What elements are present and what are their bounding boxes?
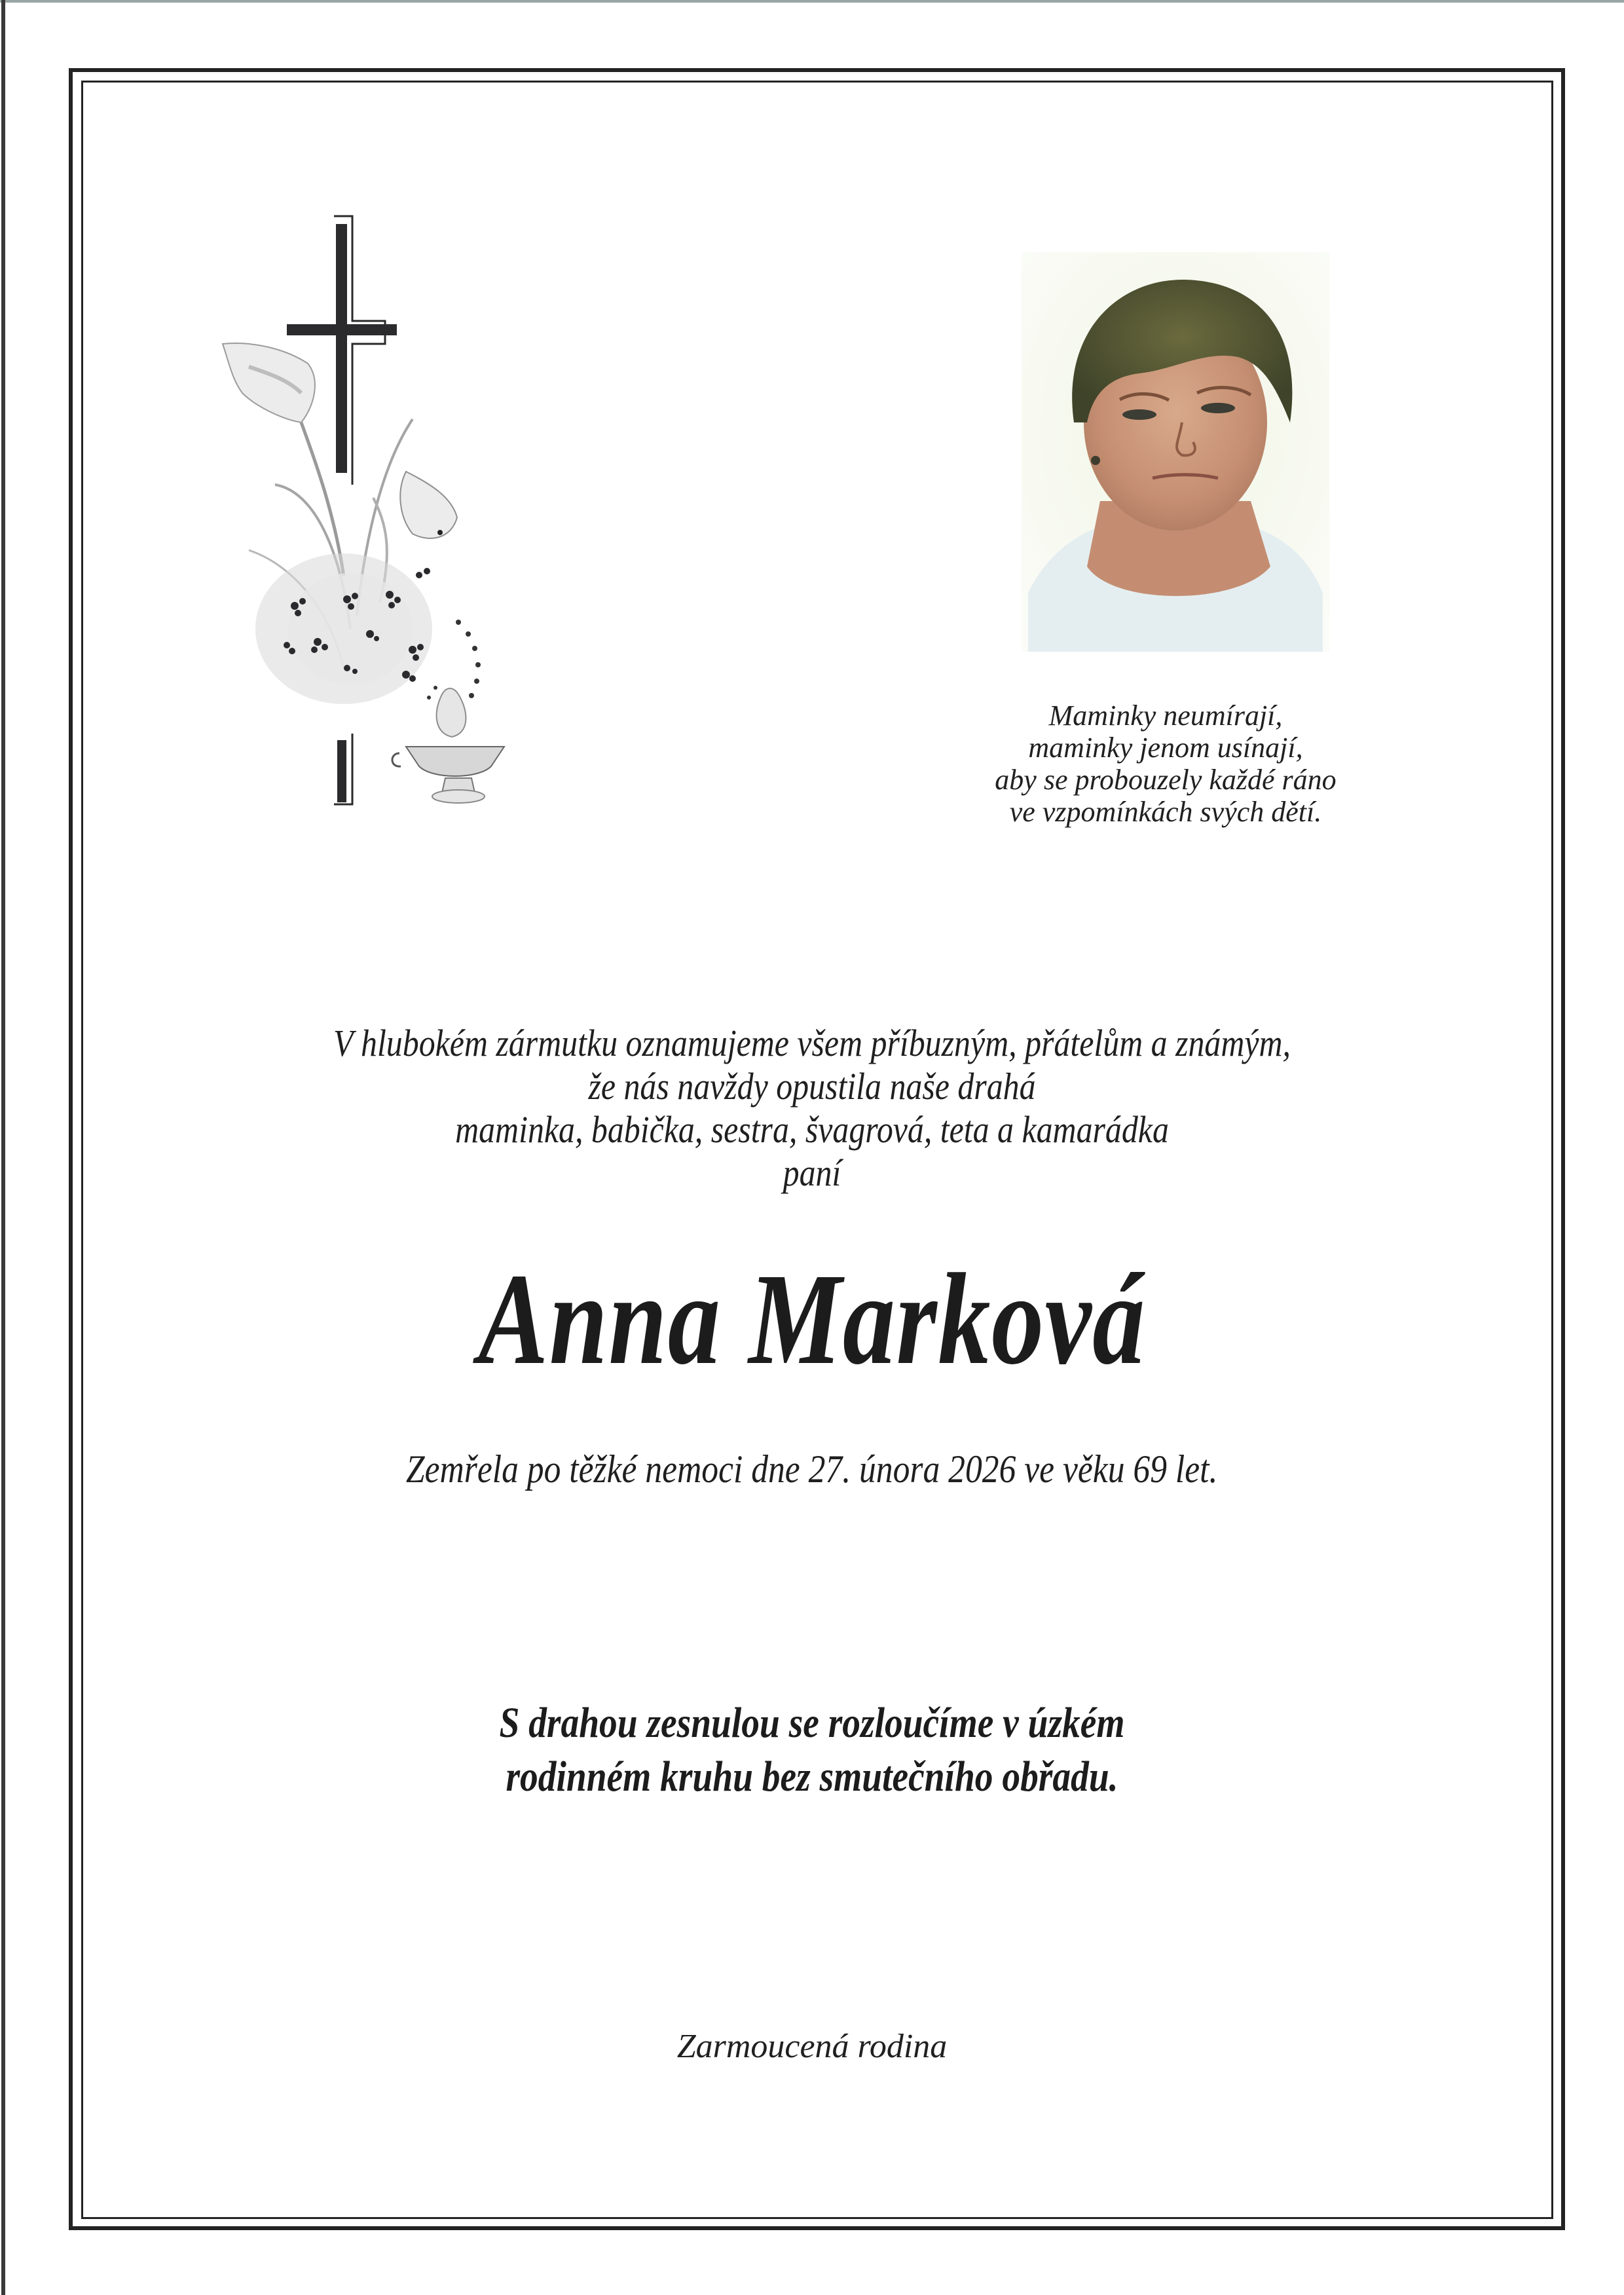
memorial-quote [969,700,1362,828]
deceased-name [157,1247,1467,1392]
portrait-photo [1022,252,1329,652]
deceased-name-text: Anna Marková [478,1247,1146,1392]
family-signature: Zarmoucená rodina [676,2028,948,2065]
oil-lamp-icon [392,688,504,803]
quote-line: aby se probouzely každé ráno [995,764,1337,796]
scan-edge-left [1,0,5,2295]
portrait-image [1022,252,1329,652]
announcement-line: že nás navždy opustila naše drahá [588,1065,1036,1108]
announcement-line: maminka, babička, sestra, švagrová, teta a kamarádka [455,1108,1169,1151]
death-info-text: Zemřela po těžké nemoci dne 27. února 2026 ve věku 69 let. [406,1447,1218,1491]
announcement-line: V hlubokém zármutku oznamujeme všem příbuzným, přátelům a známým, [333,1022,1291,1064]
death-info [157,1447,1467,1491]
farewell-line: rodinném kruhu bez smutečního obřadu. [506,1753,1118,1801]
announcement-line: paní [783,1151,841,1194]
quote-line: Maminky neumírají, [1048,700,1283,732]
farewell-line: S drahou zesnulou se rozloučíme v úzkém [499,1699,1125,1747]
announcement-text [157,1022,1467,1195]
quote-line: maminky jenom usínají, [1028,732,1303,764]
quote-line: ve vzpomínkách svých dětí. [1009,796,1322,828]
farewell-notice [157,1696,1467,1804]
scan-edge-top [0,0,1624,3]
cross-with-lilies-and-oil-lamp-icon [210,210,511,832]
